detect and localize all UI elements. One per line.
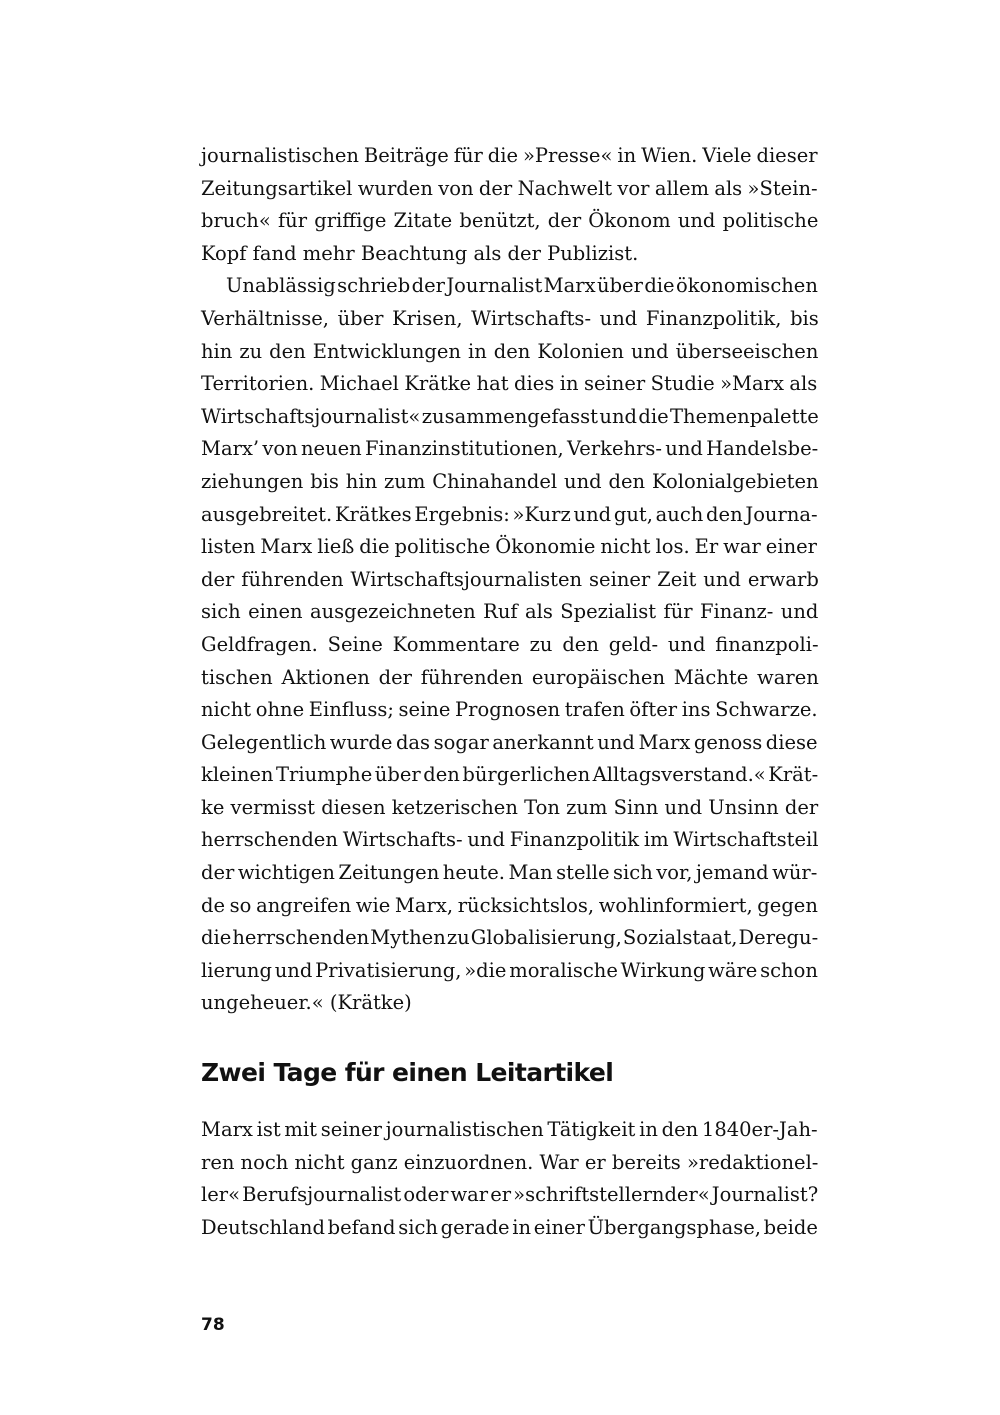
text-line: Verhältnisse, über Krisen, Wirtschafts- und Finanzpolitik, bis (201, 306, 819, 330)
text-line: ausgebreitet. Krätkes Ergebnis: »Kurz und gut, auch den Journa- (201, 502, 818, 526)
text-line: Territorien. Michael Krätke hat dies in seiner Studie »Marx als (201, 372, 818, 396)
body-text-block-2 (201, 1114, 820, 1244)
text-line: Unablässig schrieb der Journalist Marx über die ökonomischen (226, 274, 818, 298)
text-line: listen Marx ließ die politische Ökonomie nicht los. Er war einer (201, 535, 817, 559)
text-line: hin zu den Entwicklungen in den Kolonien und überseeischen (201, 339, 819, 363)
text-line: Gelegentlich wurde das sogar anerkannt und Marx genoss diese (201, 730, 818, 754)
text-line: Kopf fand mehr Beachtung als der Publizist. (201, 241, 639, 265)
text-line: Marx’ von neuen Finanzinstitutionen, Verkehrs- und Handelsbe- (201, 437, 819, 461)
text-line: Wirtschaftsjournalist« zusammengefasst und die Themenpalette (201, 404, 819, 428)
text-line: ren noch nicht ganz einzuordnen. War er bereits »redaktionel- (201, 1150, 819, 1174)
text-line: kleinen Triumphe über den bürgerlichen Alltagsverstand.« Krät- (201, 763, 819, 787)
text-line: Marx ist mit seiner journalistischen Tätigkeit in den 1840er-Jah- (201, 1118, 818, 1141)
section-heading: Zwei Tage für einen Leitartikel (201, 1058, 614, 1087)
text-line: der wichtigen Zeitungen heute. Man stelle sich vor, jemand wür- (201, 861, 818, 885)
text-line: ke vermisst diesen ketzerischen Ton zum Sinn und Unsinn der (201, 795, 819, 819)
text-line: tischen Aktionen der führenden europäischen Mächte waren (201, 665, 819, 689)
text-line: Deutschland befand sich gerade in einer Übergangsphase, beide (201, 1215, 818, 1239)
body-text-block-1 (201, 140, 820, 1020)
text-line: Geldfragen. Seine Kommentare zu den geld- und finanzpoli- (201, 632, 819, 656)
text-line: ziehungen bis hin zum Chinahandel und den Kolonialgebieten (201, 469, 819, 493)
text-line: lierung und Privatisierung, »die moralische Wirkung wäre schon (201, 958, 818, 982)
text-line: ler« Berufsjournalist oder war er »schriftstellernder« Journalist? (201, 1183, 819, 1207)
text-line: sich einen ausgezeichneten Ruf als Spezialist für Finanz- und (201, 600, 819, 624)
text-line: de so angreifen wie Marx, rücksichtslos, wohlinformiert, gegen (201, 893, 818, 917)
text-line: journalistischen Beiträge für die »Presse« in Wien. Viele dieser (201, 144, 818, 167)
page-number: 78 (201, 1315, 225, 1335)
text-line: herrschenden Wirtschafts- und Finanzpolitik im Wirtschaftsteil (201, 828, 819, 852)
text-line: bruch« für griffige Zitate benützt, der Ökonom und politische (201, 209, 819, 233)
text-line: nicht ohne Einfluss; seine Prognosen trafen öfter ins Schwarze. (201, 698, 818, 722)
text-line: ungeheuer.« (Krätke) (201, 991, 412, 1015)
text-line: die herrschenden Mythen zu Globalisierung, Sozialstaat, Deregu- (201, 926, 819, 950)
text-line: der führenden Wirtschaftsjournalisten seiner Zeit und erwarb (201, 567, 819, 591)
text-line: Zeitungsartikel wurden von der Nachwelt vor allem als »Stein- (201, 176, 818, 200)
